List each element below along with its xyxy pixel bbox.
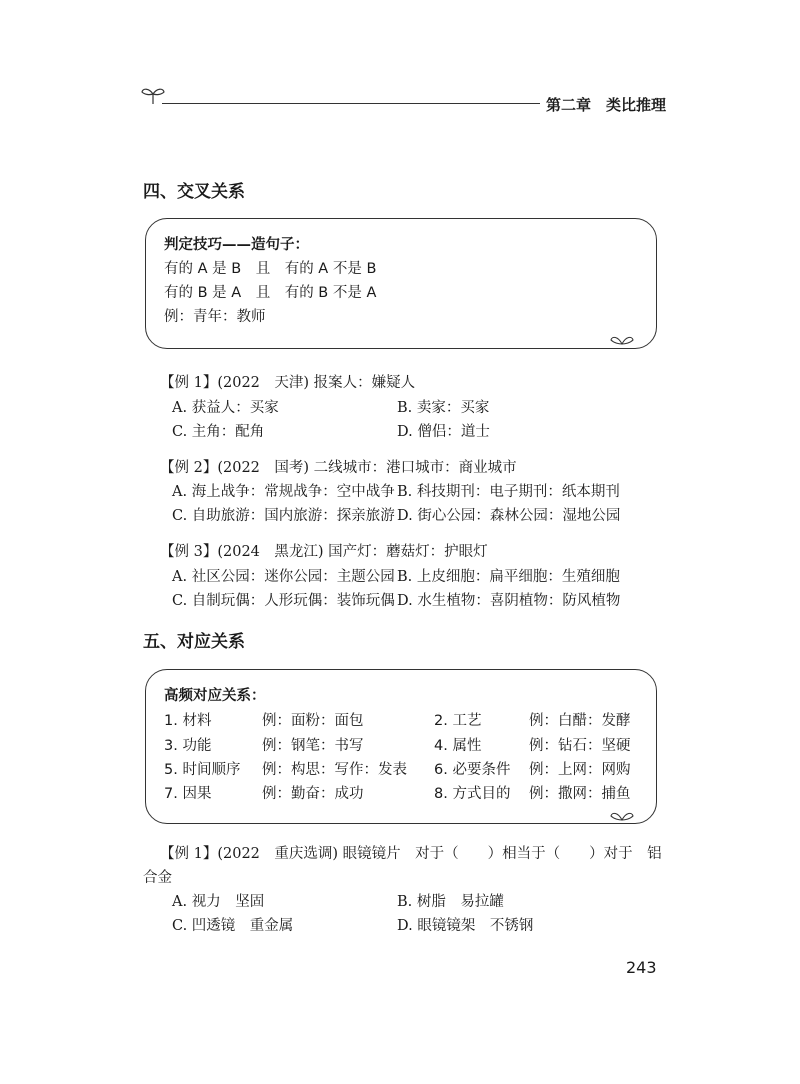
section-4-title: 四、交叉关系 [143,182,245,202]
corr-row-1-example-a: 例：面粉：面包 [262,713,364,729]
tip-line-1: 有的 A 是 B 且 有的 A 不是 B [164,261,377,277]
sprout-icon [610,332,634,346]
corr-row-2-example-b: 例：钻石：坚硬 [529,738,631,754]
example-3-option-a: A. 社区公园：迷你公园：主题公园 [172,569,395,585]
corr-row-3-example-a: 例：构思：写作：发表 [262,762,407,778]
example-4-option-c: C. 凹透镜 重金属 [172,918,294,934]
example-4-option-a: A. 视力 坚固 [172,894,265,910]
example-4-option-d: D. 眼镜镜架 不锈钢 [397,918,534,934]
example-1-option-d: D. 僧侣：道士 [397,424,490,440]
example-3-option-d: D. 水生植物：喜阴植物：防风植物 [397,593,621,609]
example-1-option-b: B. 卖家：买家 [397,400,490,416]
section-5-title: 五、对应关系 [143,632,245,652]
corr-row-4-type-a: 7. 因果 [164,786,212,802]
example-1-stem: 【例 1】(2022 天津) 报案人：嫌疑人 [160,375,416,391]
corr-row-2-example-a: 例：钢笔：书写 [262,738,364,754]
corr-row-1-type-a: 1. 材料 [164,713,212,729]
corr-row-4-example-b: 例：撒网：捕鱼 [529,786,631,802]
example-2-option-d: D. 街心公园：森林公园：湿地公园 [397,508,621,524]
corr-row-3-type-b: 6. 必要条件 [434,762,511,778]
corr-row-4-example-a: 例：勤奋：成功 [262,786,364,802]
example-3-option-b: B. 上皮细胞：扁平细胞：生殖细胞 [397,569,620,585]
example-2-stem: 【例 2】(2022 国考) 二线城市：港口城市：商业城市 [160,460,517,476]
example-1-option-c: C. 主角：配角 [172,424,265,440]
example-4-stem-line-1: 【例 1】(2022 重庆选调) 眼镜镜片 对于（ ）相当于（ ）对于 铝 [160,846,662,862]
corr-row-2-type-a: 3. 功能 [164,738,212,754]
corr-row-3-example-b: 例：上网：网购 [529,762,631,778]
correspondence-box-title: 高频对应关系： [164,688,266,704]
sprout-icon [610,808,634,822]
tip-box-title: 判定技巧——造句子： [164,237,309,253]
header-rule [162,103,540,104]
corr-row-4-type-b: 8. 方式目的 [434,786,511,802]
tip-line-2: 有的 B 是 A 且 有的 B 不是 A [164,285,377,301]
corr-row-3-type-a: 5. 时间顺序 [164,762,241,778]
example-3-stem: 【例 3】(2024 黑龙江) 国产灯：蘑菇灯：护眼灯 [160,544,488,560]
corr-row-2-type-b: 4. 属性 [434,738,482,754]
page-number: 243 [626,958,657,977]
example-4-stem-line-2: 合金 [143,870,172,886]
example-2-option-c: C. 自助旅游：国内旅游：探亲旅游 [172,508,395,524]
example-2-option-b: B. 科技期刊：电子期刊：纸本期刊 [397,484,620,500]
example-3-option-c: C. 自制玩偶：人形玩偶：装饰玩偶 [172,593,395,609]
example-2-option-a: A. 海上战争：常规战争：空中战争 [172,484,395,500]
corr-row-1-type-b: 2. 工艺 [434,713,482,729]
corr-row-1-example-b: 例：白醋：发酵 [529,713,631,729]
example-1-option-a: A. 获益人：买家 [172,400,279,416]
chapter-title: 第二章 类比推理 [546,96,667,114]
tip-line-3: 例：青年：教师 [164,309,266,325]
example-4-option-b: B. 树脂 易拉罐 [397,894,504,910]
